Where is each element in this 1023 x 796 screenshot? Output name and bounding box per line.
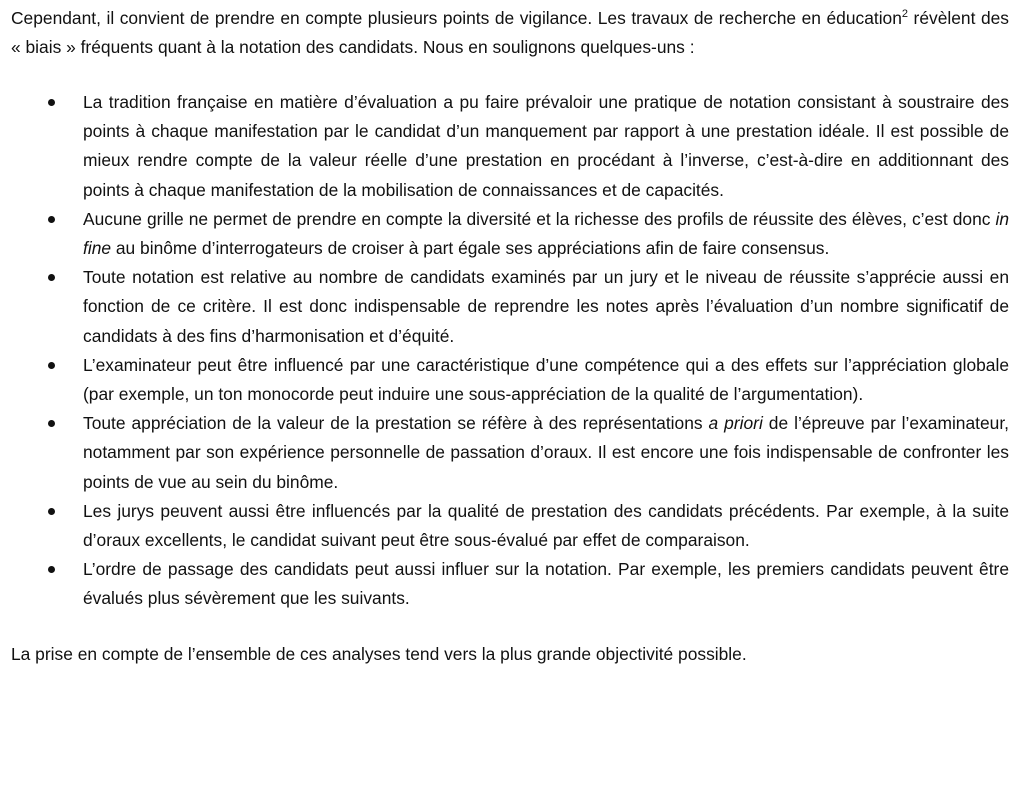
- list-item-text: La tradition française en matière d’évaluation a pu faire prévaloir une pratique de notation consistant à soustraire des points à chaque manifestation par le candidat d’un manquement par rapport à une prestation idéale. Il est possible de mieux rendre compte de la valeur réelle d’une prestation en procédant à l’inverse, c’est-à-dire en additionnant des points à chaque manifestation de la mobilisation de connaissances et de capacités.: [83, 92, 1009, 200]
- list-item: [11, 263, 1009, 351]
- intro-paragraph: [11, 4, 1009, 62]
- bullet-icon: [48, 508, 55, 515]
- list-item: [11, 351, 1009, 409]
- bullet-icon: [48, 420, 55, 427]
- intro-text-start: Cependant, il convient de prendre en compte plusieurs points de vigilance. Les travaux de recherche en éducation: [11, 8, 902, 28]
- intro-text-end: révèlent des « biais » fréquents quant à la notation des candidats. Nous en soulignons quelques-uns :: [11, 8, 1009, 57]
- bullet-icon: [48, 99, 55, 106]
- list-item-text: de l’épreuve par l’examinateur, notamment par son expérience personnelle de passation d’oraux. Il est encore une fois indispensable de confronter les points de vue au sein du binôme.: [83, 413, 1009, 492]
- list-item-text: Toute notation est relative au nombre de candidats examinés par un jury et le niveau de réussite s’apprécie aussi en fonction de ce critère. Il est donc indispensable de reprendre les notes après l’évaluation d’un nombre significatif de candidats à des fins d’harmonisation et d’équité.: [83, 267, 1009, 346]
- bullet-icon: [48, 274, 55, 281]
- list-item-text: Aucune grille ne permet de prendre en compte la diversité et la richesse des profils de réussite des élèves, c’est donc: [83, 208, 996, 229]
- list-item: [11, 409, 1009, 497]
- list-item-text: Toute appréciation de la valeur de la prestation se réfère à des représentations: [83, 413, 709, 434]
- list-item-text: Les jurys peuvent aussi être influencés par la qualité de prestation des candidats précédents. Par exemple, à la suite d’oraux excellents, le candidat suivant peut être sous-évalué par effet de comparaison.: [83, 500, 1009, 551]
- bullet-icon: [48, 216, 55, 223]
- list-item-emphasis: in fine: [83, 208, 1009, 259]
- list-item-text: au binôme d’interrogateurs de croiser à part égale ses appréciations afin de faire consensus.: [111, 238, 830, 259]
- bullet-icon: [48, 566, 55, 573]
- list-item-emphasis: a priori: [708, 413, 763, 434]
- bullet-icon: [48, 362, 55, 369]
- list-item-text: L’ordre de passage des candidats peut aussi influer sur la notation. Par exemple, les premiers candidats peuvent être évalués plus sévèrement que les suivants.: [83, 559, 1009, 609]
- list-item: [11, 88, 1009, 205]
- list-item-text: L’examinateur peut être influencé par une caractéristique d’une compétence qui a des effets sur l’appréciation globale (par exemple, un ton monocorde peut induire une sous-appréciation de la qualité de l’argumentation).: [83, 354, 1009, 405]
- vigilance-points-list: [11, 88, 1009, 614]
- conclusion-paragraph: La prise en compte de l’ensemble de ces analyses tend vers la plus grande objectivité possible.: [11, 643, 747, 664]
- list-item: [11, 205, 1009, 263]
- footnote-reference[interactable]: 2: [901, 8, 909, 20]
- list-item: [11, 497, 1009, 555]
- list-item: [11, 555, 1009, 613]
